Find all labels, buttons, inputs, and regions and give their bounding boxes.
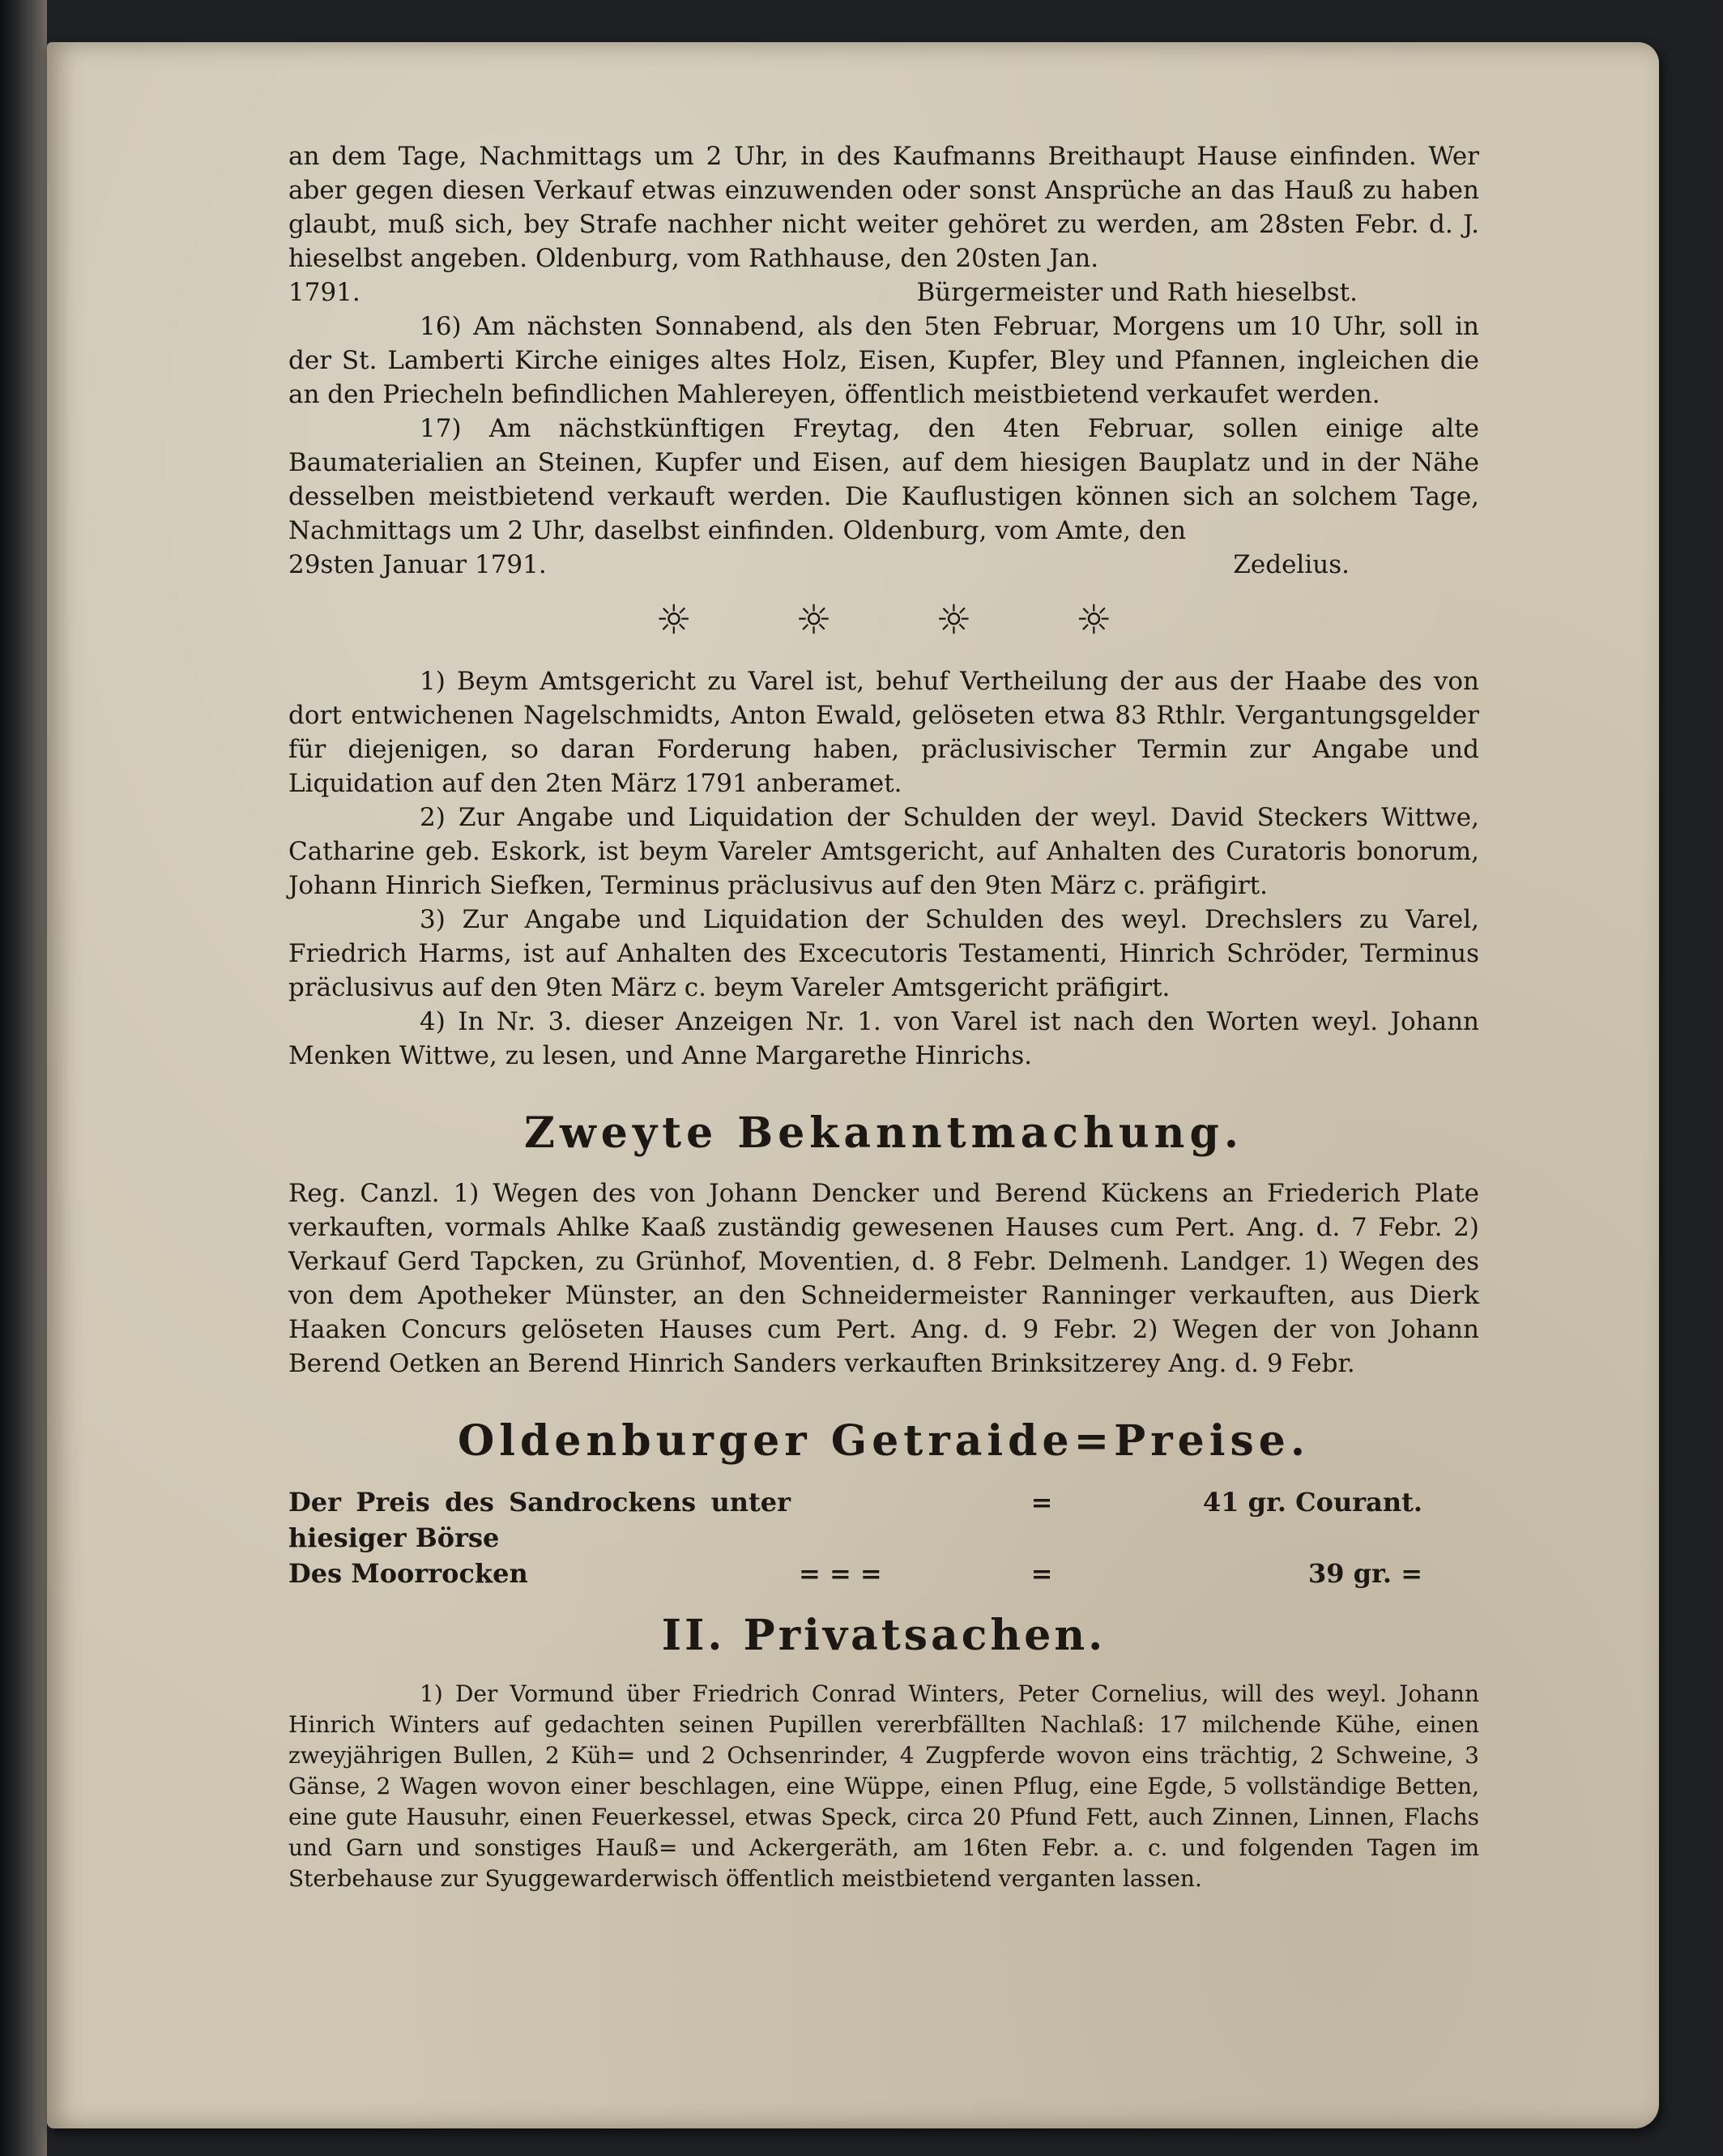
varel-notice-1: 1) Beym Amtsgericht zu Varel ist, behuf Vertheilung der aus der Haabe des von dort entwichenen Nagelschmidts, Anton Ewald, gelöseten etwa 83 Rthlr. Vergantungsgelder für diejenigen, so daran Forderung haben, präclusivischer Termin zur Angabe und Liquidation auf den 2ten März 1791 anberamet. — [288, 667, 1479, 798]
sun-ornament-icon: ☼ — [655, 596, 693, 643]
page-text — [288, 139, 1479, 1894]
varel-notice-2: 2) Zur Angabe und Liquidation der Schulden der weyl. David Steckers Wittwe, Catharine geb. Eskork, ist beym Vareler Amtsgericht, auf Anhalten des Curatoris bonorum, Johann Hinrich Siefken, Terminus präclusivus auf den 9ten März c. präfigirt. — [288, 803, 1479, 900]
sun-ornament-icon: ☼ — [936, 596, 972, 643]
zedelius-signature: Zedelius. — [1233, 550, 1350, 579]
date-29-januar: 29sten Januar 1791. — [288, 550, 547, 579]
price-row — [288, 1484, 1479, 1556]
price-ditto-mark: = — [1030, 1558, 1053, 1589]
price-label: Der Preis des Sandrockens unter hiesiger Börse — [288, 1487, 791, 1553]
grain-prices-heading: Oldenburger Getraide=Preise. — [458, 1416, 1310, 1466]
year-1791: 1791. — [288, 278, 360, 307]
rathhaus-signature: Bürgermeister und Rath hieselbst. — [916, 278, 1358, 307]
paragraph-17: 17) Am nächstkünftigen Freytag, den 4ten Februar, sollen einige alte Baumaterialien an Steinen, Kupfer und Eisen, auf dem hiesigen Bauplatz und in der Nähe desselben meistbietend verkauft werden. Die Kauflustigen können sich an solchem Tage, Nachmittags um 2 Uhr, daselbst einfinden. Oldenburg, vom Amte, den — [288, 414, 1479, 545]
rathhaus-signature-row — [288, 275, 1479, 310]
price-value: 41 gr. Courant. — [1202, 1487, 1422, 1518]
varel-notice-3: 3) Zur Angabe und Liquidation der Schulden des weyl. Drechslers zu Varel, Friedrich Harms, ist auf Anhalten des Excecutoris Testamenti, Hinrich Schröder, Terminus präclusivus auf den 9ten März c. beym Vareler Amtsgericht präfigirt. — [288, 905, 1479, 1002]
varel-notice-4: 4) In Nr. 3. dieser Anzeigen Nr. 1. von Varel ist nach den Worten weyl. Johann Menken Wittwe, zu lesen, und Anne Margarethe Hinrichs. — [288, 1007, 1479, 1070]
second-announcement-body: Reg. Canzl. 1) Wegen des von Johann Dencker und Berend Kückens an Friederich Plate verkauften, vormals Ahlke Kaaß zuständig gewesenen Hauses cum Pert. Ang. d. 7 Febr. 2) Verkauf Gerd Tapcken, zu Grünhof, Moventien, d. 8 Febr. Delmenh. Landger. 1) Wegen des von dem Apotheker Münster, an den Schneidermeister Ranninger verkauften, aus Dierk Haaken Concurs gelöseten Hauses cum Pert. Ang. d. 9 Febr. 2) Wegen der von Johann Berend Oetken an Berend Hinrich Sanders verkauften Brinksitzerey Ang. d. 9 Febr. — [288, 1179, 1479, 1378]
paragraph-16: 16) Am nächsten Sonnabend, als den 5ten Februar, Morgens um 10 Uhr, soll in der St. Lamberti Kirche einiges altes Holz, Eisen, Kupfer, Bley und Pfannen, ingleichen die an den Priecheln befindlichen Mahlereyen, öffentlich meistbietend verkaufet werden. — [288, 312, 1479, 409]
private-notice-1: 1) Der Vormund über Friedrich Conrad Winters, Peter Cornelius, will des weyl. Johann Hinrich Winters auf gedachten seinen Pupillen vererbfällten Nachlaß: 17 milchende Kühe, einen zweyjährigen Bullen, 2 Küh= und 2 Ochsenrinder, 4 Zugpferde wovon eins trächtig, 2 Schweine, 3 Gänse, 2 Wagen wovon einer beschlagen, eine Wüppe, einen Pflug, eine Egde, 5 vollständige Betten, eine gute Hausuhr, einen Feuerkessel, etwas Speck, circa 20 Pfund Fett, auch Zinnen, Linnen, Flachs und Garn und sonstiges Hauß= und Ackergeräth, am 16ten Febr. a. c. und folgenden Tagen im Sterbehause zur Syuggewarderwisch öffentlich meistbietend verganten lassen. — [288, 1680, 1479, 1892]
sun-ornament-icon: ☼ — [1075, 596, 1112, 643]
sun-ornament-icon: ☼ — [795, 596, 832, 643]
second-announcement-heading: Zweyte Bekanntmachung. — [524, 1108, 1243, 1158]
price-ditto-mark: = — [1030, 1487, 1053, 1518]
document-page — [47, 42, 1659, 2128]
amt-signature-row — [288, 548, 1479, 582]
section-divider-stars — [288, 591, 1479, 648]
adjacent-page-edge — [0, 0, 47, 2156]
private-matters-heading: II. Privatsachen. — [661, 1611, 1107, 1660]
price-row — [288, 1556, 1479, 1591]
paragraph-continuation: an dem Tage, Nachmittags um 2 Uhr, in des Kaufmanns Breithaupt Hause einfinden. Wer aber gegen diesen Verkauf etwas einzuwenden oder sonst Ansprüche an das Hauß zu haben glaubt, muß sich, bey Strafe nachher nicht weiter gehöret zu werden, am 28sten Febr. d. J. hieselbst angeben. Oldenburg, vom Rathhause, den 20sten Jan. — [288, 142, 1479, 273]
price-value: 39 gr. = — [1307, 1558, 1422, 1589]
price-ditto-marks: = = = — [799, 1558, 882, 1589]
price-label: Des Moorrocken — [288, 1558, 528, 1589]
price-ditto-marks — [791, 1484, 1017, 1556]
